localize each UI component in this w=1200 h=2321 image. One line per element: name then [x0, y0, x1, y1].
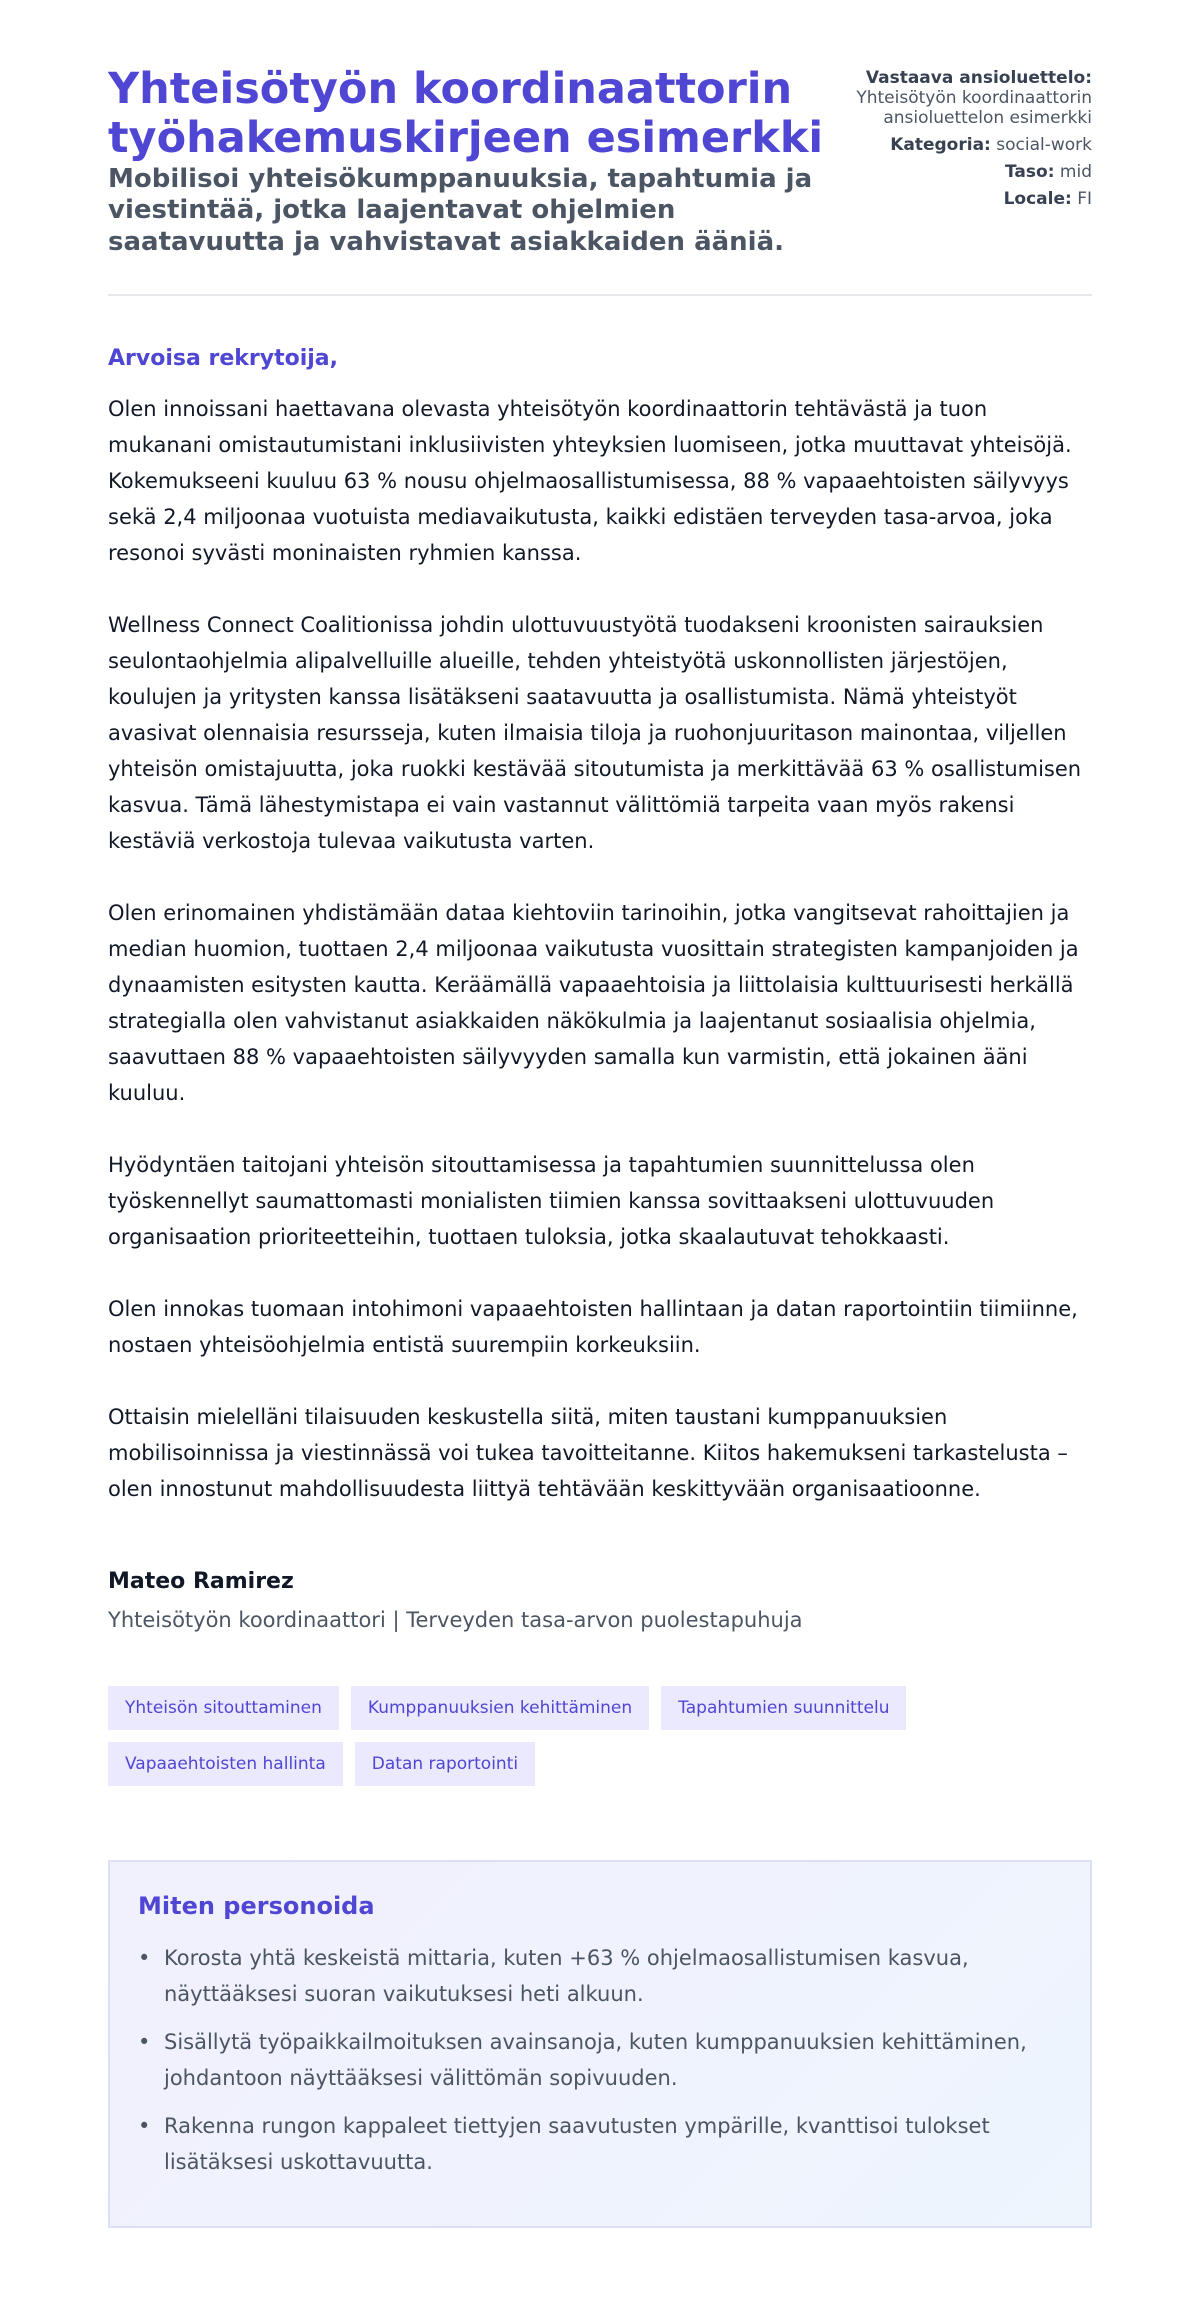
tips-title: Miten personoida	[138, 1891, 375, 1920]
tip-item	[138, 2108, 1062, 2180]
page-title: Yhteisötyön koordinaattorin työhakemuskirjeen esimerkki	[108, 64, 824, 163]
skill-tag: Datan raportointi	[355, 1742, 535, 1786]
meta-resume	[842, 68, 1092, 128]
signature-block	[108, 1569, 1092, 1632]
skill-tag: Kumppanuuksien kehittäminen	[351, 1686, 649, 1730]
letter-paragraph: Olen innoissani haettavana olevasta yhteisötyön koordinaattorin tehtävästä ja tuon mukanani omistautumistani inklusiivisten yhteyksien luomiseen, jotka muuttavat yhteisöjä. Kokemukseeni kuuluu 63 % nousu ohjelmaosallistumisessa, 88 % vapaaehtoisten säilyvyys sekä 2,4 miljoonaa vuotuista mediavaikutusta, kaikki edistäen terveyden tasa-arvoa, joka resonoi syvästi moninaisten ryhmien kanssa.	[108, 396, 1072, 565]
skill-tags	[108, 1686, 1008, 1786]
skill-tag: Yhteisön sitouttaminen	[108, 1686, 339, 1730]
meta-level	[842, 162, 1092, 182]
page-header	[108, 65, 1092, 296]
page-subtitle: Mobilisoi yhteisökumppanuuksia, tapahtumia ja viestintää, jotka laajentavat ohjelmien saatavuutta ja vahvistavat asiakkaiden ääniä.	[108, 164, 813, 257]
bullet-icon: •	[138, 1945, 151, 1970]
meta-category-value: social-work	[996, 135, 1092, 156]
meta-panel	[842, 65, 1092, 216]
meta-locale-value: FI	[1077, 189, 1092, 210]
meta-category	[842, 135, 1092, 155]
tip-text: Korosta yhtä keskeistä mittaria, kuten +63 % ohjelmaosallistumisen kasvua, näyttääksesi suoran vaikutuksesi heti alkuun.	[164, 1945, 969, 2006]
letter-paragraph: Olen innokas tuomaan intohimoni vapaaehtoisten hallintaan ja datan raportointiin tiimiinne, nostaen yhteisöohjelmia entistä suurempiin korkeuksiin.	[108, 1296, 1078, 1357]
personalization-tips	[108, 1860, 1092, 2228]
meta-resume-label: Vastaava ansioluettelo:	[865, 68, 1092, 88]
letter-greeting: Arvoisa rekrytoija,	[108, 345, 338, 371]
bullet-icon: •	[138, 2029, 151, 2054]
meta-resume-value: Yhteisötyön koordinaattorin ansioluettelon esimerkki	[856, 88, 1092, 129]
tip-text: Sisällytä työpaikkailmoituksen avainsanoja, kuten kumppanuuksien kehittäminen, johdantoon näyttääksesi välittömän sopivuuden.	[164, 2029, 1027, 2090]
letter-paragraph: Hyödyntäen taitojani yhteisön sitouttamisessa ja tapahtumien suunnittelussa olen työskennellyt saumattomasti monialisten tiimien kanssa sovittaakseni ulottuvuuden organisaation prioriteetteihin, tuottaen tuloksia, jotka skaalautuvat tehokkaasti.	[108, 1152, 995, 1249]
letter-paragraph: Olen erinomainen yhdistämään dataa kiehtoviin tarinoihin, jotka vangitsevat rahoittajien ja median huomion, tuottaen 2,4 miljoonaa vaikutusta vuosittain strategisten kampanjoiden ja dynaamisten esitysten kautta. Keräämällä vapaaehtoisia ja liittolaisia kulttuurisesti herkällä strategialla olen vahvistanut asiakkaiden näkökulmia ja laajentanut sosiaalisia ohjelmia, saavuttaen 88 % vapaaehtoisten säilyvyyden samalla kun varmistin, että jokainen ääni kuuluu.	[108, 900, 1079, 1105]
signature-title: Yhteisötyön koordinaattori | Terveyden tasa-arvon puolestapuhuja	[108, 1607, 803, 1632]
meta-locale	[842, 189, 1092, 209]
meta-level-label: Taso:	[1005, 162, 1055, 183]
header-titles	[108, 65, 828, 258]
tip-item	[138, 1940, 1062, 2012]
letter-paragraph: Wellness Connect Coalitionissa johdin ulottuvuustyötä tuodakseni kroonisten sairauksien seulontaohjelmia alipalvelluille alueille, tehden yhteistyötä uskonnollisten järjestöjen, koulujen ja yritysten kanssa lisätäkseni saatavuutta ja osallistumista. Nämä yhteistyöt avasivat olennaisia resursseja, kuten ilmaisia tiloja ja ruohonjuuritason mainontaa, viljellen yhteisön omistajuutta, joka ruokki kestävää sitoutumista ja merkittävää 63 % osallistumisen kasvua. Tämä lähestymistapa ei vain vastannut välittömiä tarpeita vaan myös rakensi kestäviä verkostoja tulevaa vaikutusta varten.	[108, 612, 1082, 853]
skill-tag: Tapahtumien suunnittelu	[661, 1686, 906, 1730]
tip-item	[138, 2024, 1062, 2096]
tips-list	[138, 1940, 1062, 2180]
bullet-icon: •	[138, 2113, 151, 2138]
meta-locale-label: Locale:	[1003, 189, 1072, 210]
letter-paragraph: Ottaisin mielelläni tilaisuuden keskustella siitä, miten taustani kumppanuuksien mobilisoinnissa ja viestinnässä voi tukea tavoitteitanne. Kiitos hakemukseni tarkastelusta – olen innostunut mahdollisuudesta liittyä tehtävään keskittyvään organisaatioonne.	[108, 1404, 1068, 1501]
meta-level-value: mid	[1059, 162, 1092, 183]
tip-text: Rakenna rungon kappaleet tiettyjen saavutusten ympärille, kvanttisoi tulokset lisätäksesi uskottavuutta.	[164, 2113, 990, 2174]
signature-name: Mateo Ramirez	[108, 1568, 294, 1594]
letter-body	[108, 391, 1092, 1507]
meta-category-label: Kategoria:	[890, 135, 991, 156]
skill-tag: Vapaaehtoisten hallinta	[108, 1742, 343, 1786]
